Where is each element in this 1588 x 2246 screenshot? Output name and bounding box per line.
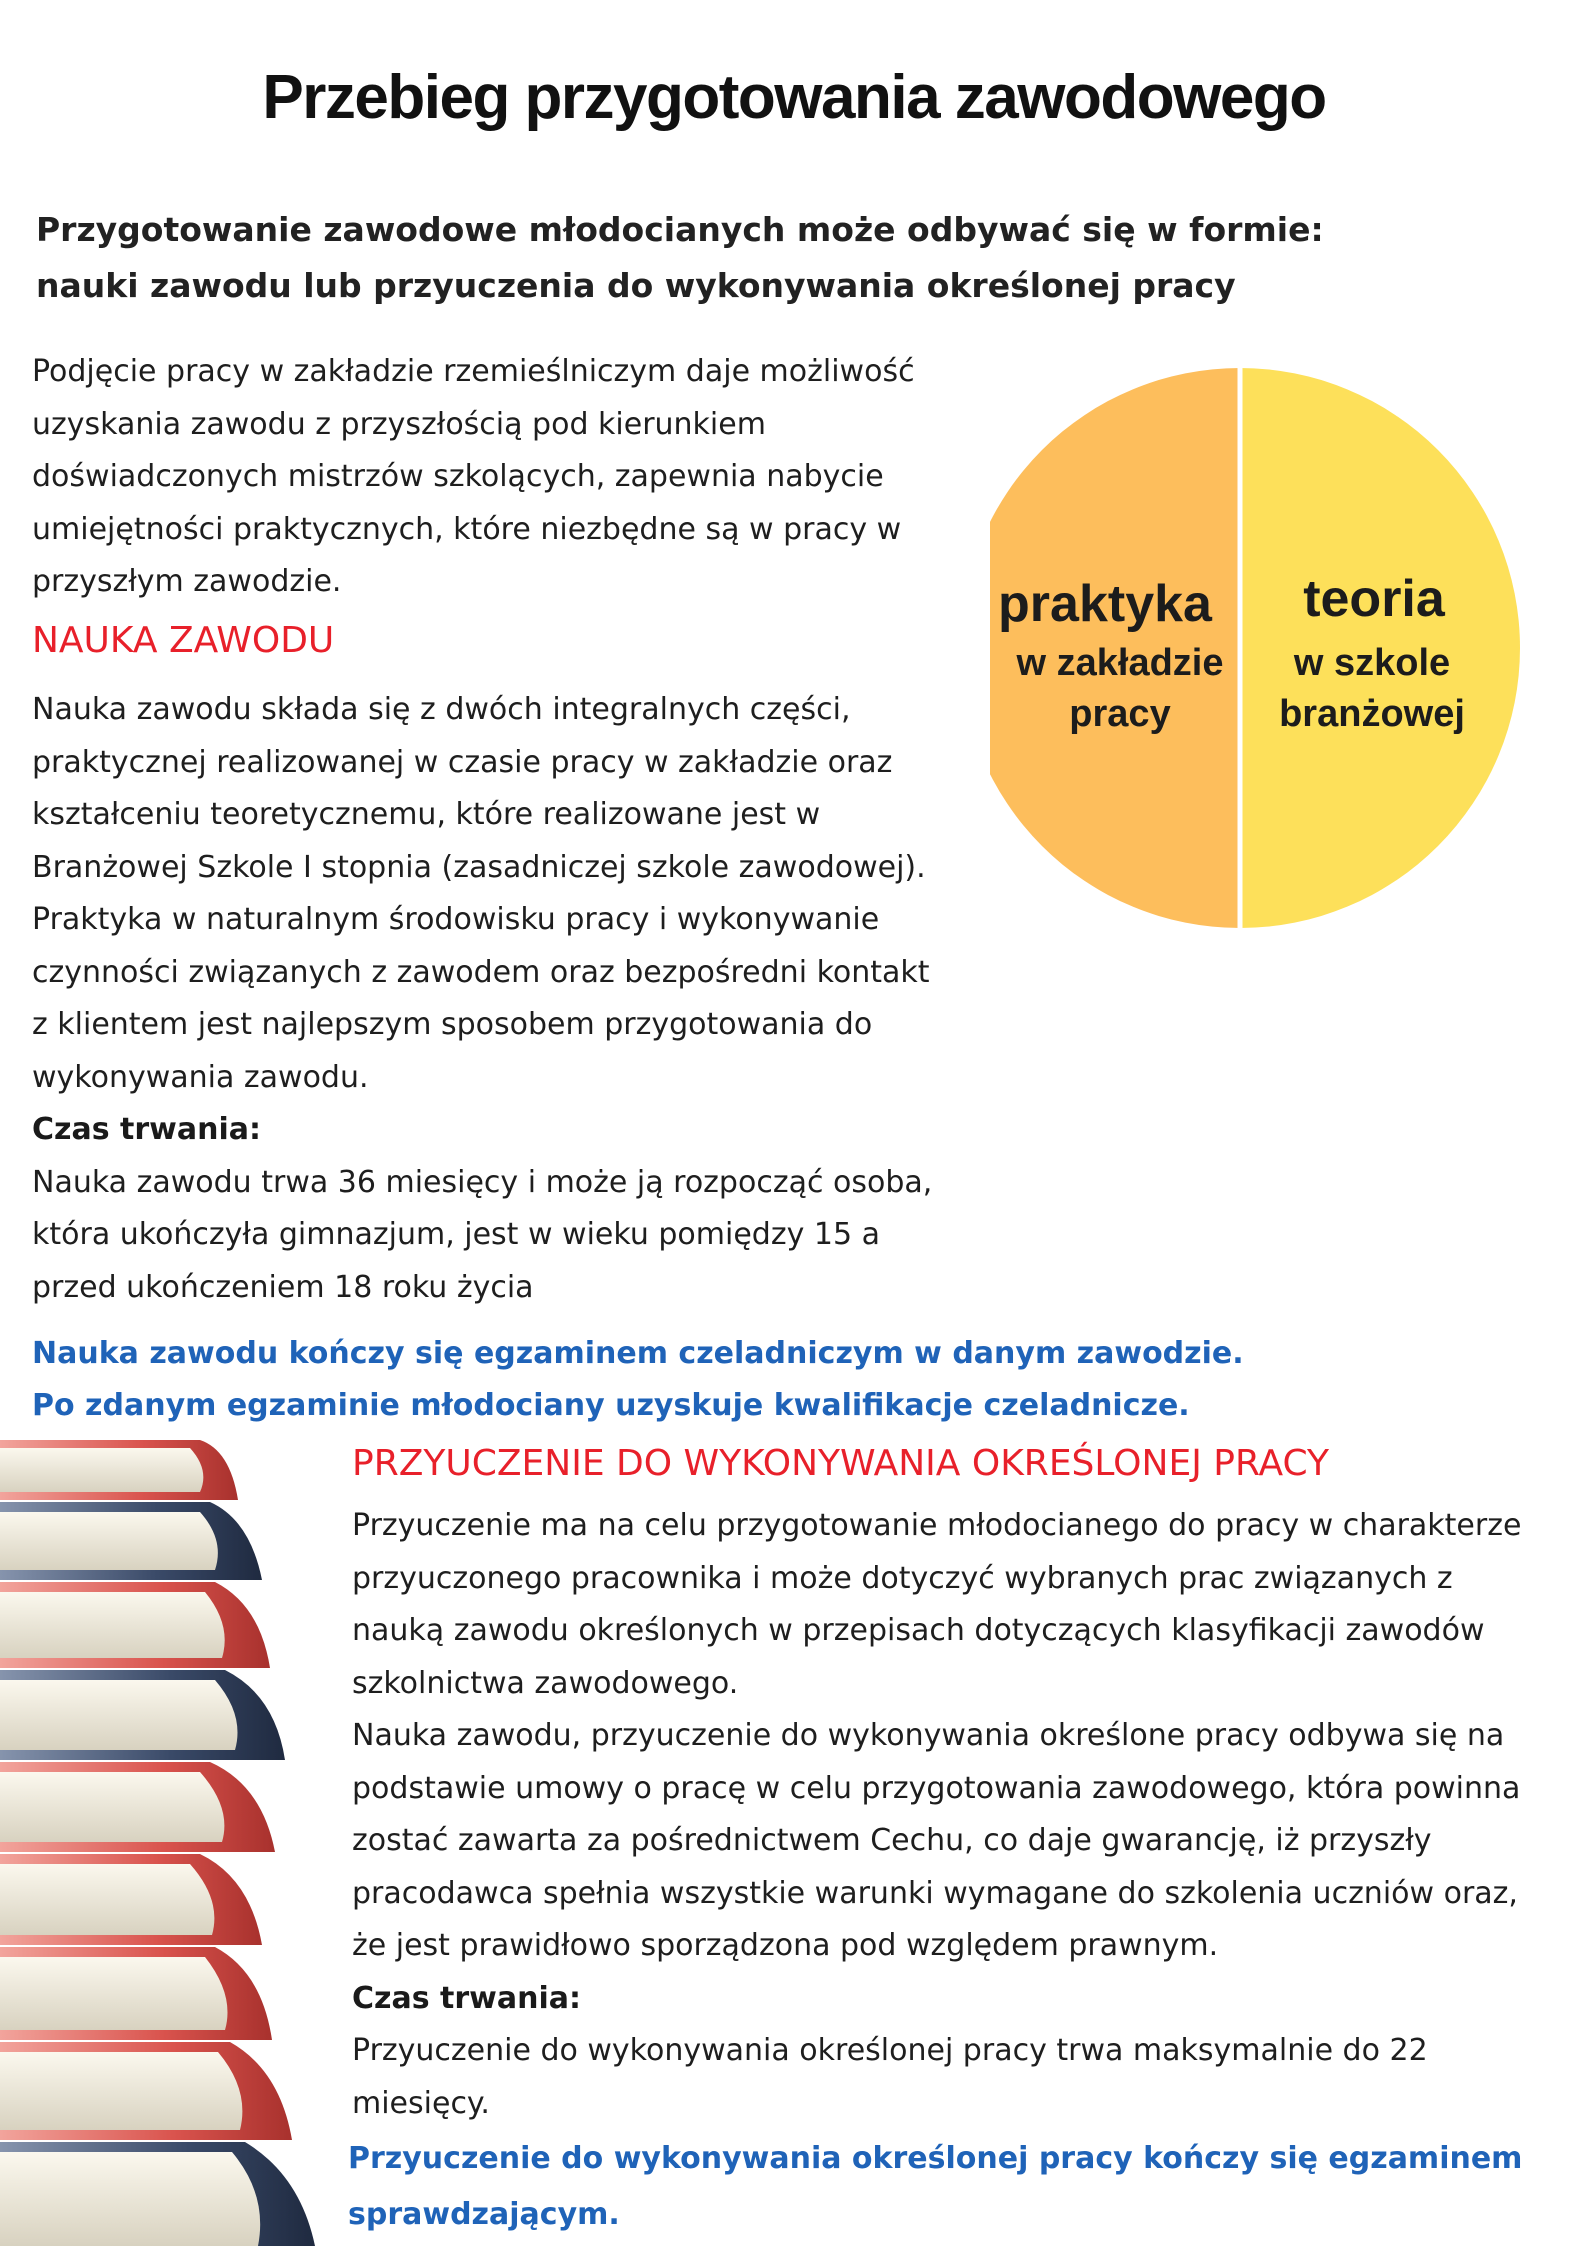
przyuczenie-line: Przyuczenie ma na celu przygotowanie młodocianego do pracy w charakterze [352,1508,1522,1543]
nauka-duration-line: przed ukończeniem 18 roku życia [32,1269,534,1305]
intro-line: przyszłym zawodzie. [32,564,342,599]
intro-line: doświadczonych mistrzów szkolących, zapewnia nabycie [32,459,884,494]
przyuczenie-exam-note [348,2131,1522,2243]
przyuczenie-line: szkolnictwa zawodowego. [352,1665,739,1701]
intro-line: umiejętności praktycznych, które niezbędne są w pracy w [32,511,902,547]
intro-line: Podjęcie pracy w zakładzie rzemieślniczym daje możliwość [32,354,915,389]
pie-label-practice-title: praktyka [998,575,1212,633]
intro-line: uzyskania zawodu z przyszłością pod kierunkiem [32,406,766,442]
intro-paragraph [32,346,982,609]
przyuczenie-line: podstawie umowy o pracę w celu przygotowania zawodowego, która powinna [352,1770,1521,1806]
nauka-body [32,684,982,1314]
przyuczenie-line: nauką zawodu określonych w przepisach dotyczących klasyfikacji zawodów [352,1613,1485,1648]
przyuczenie-line: zostać zawarta za pośrednictwem Cechu, co daje gwarancję, iż przyszły [352,1823,1432,1858]
page-title: Przebieg przygotowania zawodowego [262,63,1326,132]
przyuczenie-line: Nauka zawodu, przyuczenie do wykonywania określone pracy odbywa się na [352,1718,1505,1753]
nauka-exam-note [32,1328,1244,1432]
nauka-duration-label: Czas trwania: [32,1112,261,1147]
pie-label-theory-line1: w szkole [1293,642,1451,684]
pie-label-theory-title: teoria [1303,570,1445,628]
nauka-exam-line: Po zdanym egzaminie młodociany uzyskuje kwalifikacje czeladnicze. [32,1388,1190,1423]
przyuczenie-duration-line: miesięcy. [352,2085,490,2121]
section-heading-nauka: NAUKA ZAWODU [32,620,335,661]
nauka-line: praktycznej realizowanej w czasie pracy w zakładzie oraz [32,744,893,780]
practice-theory-pie [990,368,1550,928]
subtitle [36,202,1336,314]
przyuczenie-line: że jest prawidłowo sporządzona pod względem prawnym. [352,1928,1219,1963]
przyuczenie-line: pracodawca spełnia wszystkie warunki wymagane do szkolenia uczniów oraz, [352,1875,1518,1911]
nauka-line: kształceniu teoretycznemu, które realizowane jest w [32,797,821,832]
przyuczenie-line: przyuczonego pracownika i może dotyczyć wybranych prac związanych z [352,1560,1453,1596]
section-heading-przyuczenie: PRZYUCZENIE DO WYKONYWANIA OKREŚLONEJ PRACY [352,1443,1330,1484]
przyuczenie-body [352,1500,1582,2130]
nauka-line: czynności związanych z zawodem oraz bezpośredni kontakt [32,954,930,990]
pie-label-practice-line2: pracy [1069,693,1171,735]
nauka-line: Nauka zawodu składa się z dwóch integralnych części, [32,692,851,727]
przyuczenie-duration-line: Przyuczenie do wykonywania określonej pracy trwa maksymalnie do 22 [352,2033,1428,2068]
pie-label-practice-line1: w zakładzie [1016,642,1224,684]
books-stack-image [0,1440,340,2246]
nauka-line: wykonywania zawodu. [32,1059,369,1095]
przyuczenie-duration-label: Czas trwania: [352,1980,581,2016]
nauka-duration-line: Nauka zawodu trwa 36 miesięcy i może ją rozpocząć osoba, [32,1164,933,1200]
nauka-exam-line: Nauka zawodu kończy się egzaminem czeladniczym w danym zawodzie. [32,1336,1244,1371]
przyuczenie-exam-line: Przyuczenie do wykonywania określonej pracy kończy się egzaminem [348,2141,1523,2176]
przyuczenie-exam-line: sprawdzającym. [348,2197,620,2232]
pie-label-theory-line2: branżowej [1279,693,1465,735]
nauka-line: z klientem jest najlepszym sposobem przygotowania do [32,1007,873,1042]
nauka-line: Branżowej Szkole I stopnia (zasadniczej szkole zawodowej). [32,849,926,885]
nauka-line: Praktyka w naturalnym środowisku pracy i wykonywanie [32,902,880,937]
nauka-duration-line: która ukończyła gimnazjum, jest w wieku pomiędzy 15 a [32,1217,880,1252]
subtitle-line: nauki zawodu lub przyuczenia do wykonywania określonej pracy [36,266,1236,305]
subtitle-line: Przygotowanie zawodowe młodocianych może odbywać się w formie: [36,210,1324,249]
